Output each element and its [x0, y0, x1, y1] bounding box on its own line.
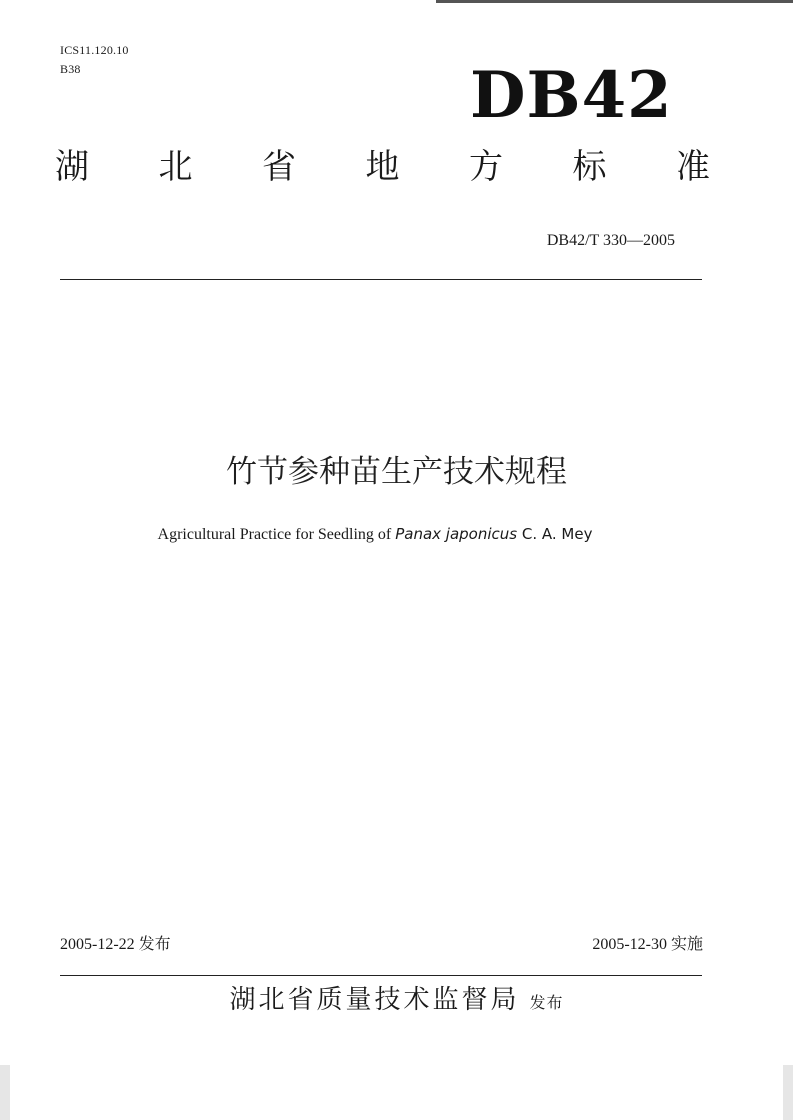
scan-edge-left — [0, 1065, 10, 1120]
issuer-suffix: 发布 — [529, 993, 564, 1012]
standard-number: DB42/T 330—2005 — [546, 232, 675, 249]
standard-type-char: 省 — [262, 147, 296, 187]
ics-code: ICS11.120.10 — [60, 43, 129, 57]
scan-edge-right — [783, 1065, 793, 1120]
standard-type-char: 地 — [365, 147, 400, 187]
header-divider — [60, 279, 702, 280]
issuing-authority — [0, 980, 793, 1023]
standard-type-char: 湖 — [55, 147, 89, 187]
issue-date: 2005-12-22 发布 — [60, 936, 171, 953]
standard-type — [55, 140, 710, 194]
top-rule — [436, 0, 793, 3]
document-title-en — [0, 522, 750, 547]
standard-type-char: 标 — [572, 147, 607, 187]
document-title-cn: 竹节参种苗生产技术规程 — [226, 454, 567, 490]
standard-type-char: 准 — [676, 147, 710, 187]
title-en-prefix: Agricultural Practice for Seedling of — [157, 526, 396, 543]
standard-type-char: 北 — [158, 147, 193, 187]
classification-codes — [60, 40, 129, 78]
standard-code: DB42 — [470, 58, 673, 133]
ccs-code: B38 — [60, 62, 81, 76]
title-en-author: C. A. Mey — [517, 525, 593, 543]
standard-type-char: 方 — [469, 147, 503, 187]
title-en-latin-name: Panax japonicus — [395, 525, 518, 543]
footer-divider — [60, 975, 702, 976]
implementation-date: 2005-12-30 实施 — [592, 936, 703, 953]
issuer-name: 湖北省质量技术监督局 — [229, 985, 520, 1015]
